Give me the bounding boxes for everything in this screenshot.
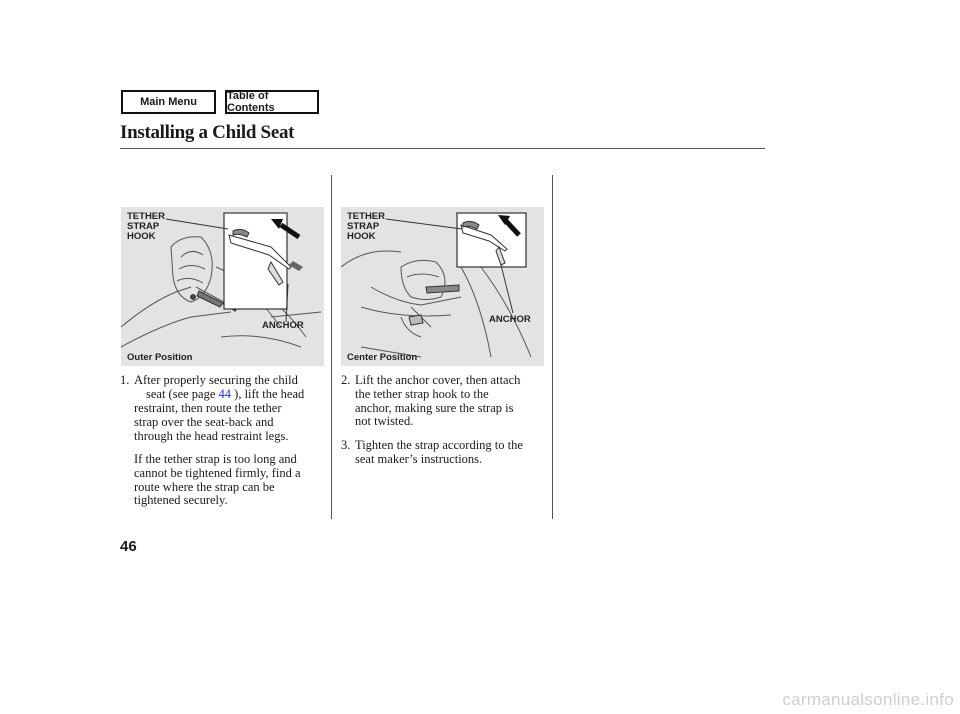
anchor-label: ANCHOR — [489, 314, 531, 325]
step-1-line-1: After properly securing the child — [134, 373, 298, 387]
step-3-number: 3. — [341, 438, 351, 452]
step-1-body: restraint, then route the tether strap over the seat-back and through the head restraint legs. — [134, 401, 289, 443]
figure-outer-position — [121, 207, 324, 366]
tether-strap-hook-label: TETHER STRAP HOOK — [127, 211, 165, 242]
main-menu-button[interactable]: Main Menu — [121, 90, 216, 114]
anchor-label: ANCHOR — [262, 320, 304, 331]
step-2-body: Lift the anchor cover, then attach the tether strap hook to the anchor, making sure the strap is not twisted. — [355, 373, 521, 429]
title-rule — [120, 148, 765, 149]
table-of-contents-button[interactable]: Table of Contents — [225, 90, 319, 114]
step-1-text-cont: ), lift the head — [234, 387, 305, 401]
figure-caption: Center Position — [347, 352, 418, 363]
step-1-number: 1. — [120, 373, 130, 387]
step-3-body: Tighten the strap according to the seat maker’s instructions. — [355, 438, 523, 466]
page-44-link[interactable]: 44 — [218, 387, 232, 401]
figure-caption: Outer Position — [127, 352, 193, 363]
figure-center-position — [341, 207, 544, 366]
step-1-note: If the tether strap is too long and cannot be tightened firmly, find a route where the strap can be tightened securely. — [134, 452, 301, 508]
step-2-number: 2. — [341, 373, 351, 387]
column-divider-left — [331, 175, 332, 519]
step-1-text: seat (see page — [146, 387, 216, 401]
page-title: Installing a Child Seat — [120, 122, 295, 143]
step-1-line-2 — [146, 388, 304, 402]
watermark: carmanualsonline.info — [782, 690, 954, 709]
tether-strap-hook-label: TETHER STRAP HOOK — [347, 211, 385, 242]
page-number: 46 — [120, 538, 137, 555]
column-divider-right — [552, 175, 553, 519]
